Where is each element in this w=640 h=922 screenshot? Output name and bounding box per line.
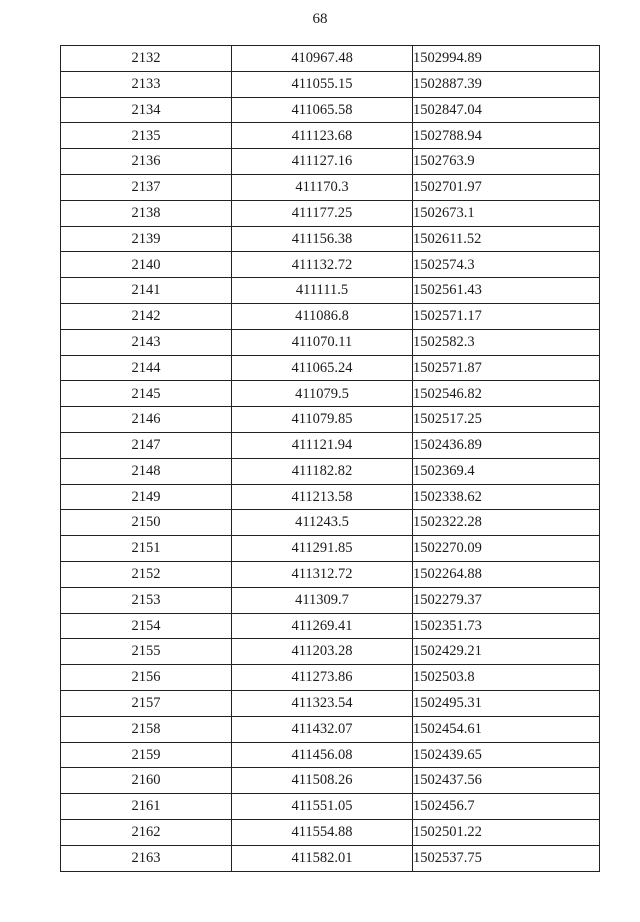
table-row <box>61 200 600 226</box>
point-id-cell: 2163 <box>61 845 232 871</box>
y-coordinate-cell: 1502369.4 <box>413 458 600 484</box>
x-coordinate-cell: 410967.48 <box>232 46 413 72</box>
point-id-cell: 2137 <box>61 174 232 200</box>
point-id-cell: 2148 <box>61 458 232 484</box>
table-row <box>61 278 600 304</box>
point-id-cell: 2151 <box>61 536 232 562</box>
x-coordinate-cell: 411554.88 <box>232 819 413 845</box>
x-coordinate-cell: 411243.5 <box>232 510 413 536</box>
table-row <box>61 665 600 691</box>
y-coordinate-cell: 1502561.43 <box>413 278 600 304</box>
x-coordinate-cell: 411182.82 <box>232 458 413 484</box>
x-coordinate-cell: 411203.28 <box>232 639 413 665</box>
point-id-cell: 2147 <box>61 432 232 458</box>
y-coordinate-cell: 1502264.88 <box>413 561 600 587</box>
point-id-cell: 2143 <box>61 329 232 355</box>
x-coordinate-cell: 411127.16 <box>232 149 413 175</box>
y-coordinate-cell: 1502701.97 <box>413 174 600 200</box>
x-coordinate-cell: 411079.85 <box>232 407 413 433</box>
table-row <box>61 639 600 665</box>
table-row <box>61 561 600 587</box>
y-coordinate-cell: 1502574.3 <box>413 252 600 278</box>
y-coordinate-cell: 1502763.9 <box>413 149 600 175</box>
x-coordinate-cell: 411508.26 <box>232 768 413 794</box>
point-id-cell: 2156 <box>61 665 232 691</box>
point-id-cell: 2153 <box>61 587 232 613</box>
y-coordinate-cell: 1502429.21 <box>413 639 600 665</box>
table-row <box>61 381 600 407</box>
x-coordinate-cell: 411551.05 <box>232 794 413 820</box>
point-id-cell: 2144 <box>61 355 232 381</box>
x-coordinate-cell: 411323.54 <box>232 690 413 716</box>
x-coordinate-cell: 411312.72 <box>232 561 413 587</box>
table-row <box>61 794 600 820</box>
table-row <box>61 819 600 845</box>
point-id-cell: 2159 <box>61 742 232 768</box>
table-row <box>61 536 600 562</box>
point-id-cell: 2162 <box>61 819 232 845</box>
coordinates-table <box>60 45 600 872</box>
y-coordinate-cell: 1502454.61 <box>413 716 600 742</box>
x-coordinate-cell: 411123.68 <box>232 123 413 149</box>
x-coordinate-cell: 411582.01 <box>232 845 413 871</box>
table-row <box>61 407 600 433</box>
x-coordinate-cell: 411456.08 <box>232 742 413 768</box>
point-id-cell: 2141 <box>61 278 232 304</box>
y-coordinate-cell: 1502437.56 <box>413 768 600 794</box>
y-coordinate-cell: 1502351.73 <box>413 613 600 639</box>
x-coordinate-cell: 411269.41 <box>232 613 413 639</box>
y-coordinate-cell: 1502546.82 <box>413 381 600 407</box>
x-coordinate-cell: 411055.15 <box>232 71 413 97</box>
table-row <box>61 97 600 123</box>
x-coordinate-cell: 411309.7 <box>232 587 413 613</box>
point-id-cell: 2149 <box>61 484 232 510</box>
table-row <box>61 613 600 639</box>
page-number: 68 <box>312 11 328 27</box>
y-coordinate-cell: 1502439.65 <box>413 742 600 768</box>
point-id-cell: 2160 <box>61 768 232 794</box>
table-row <box>61 252 600 278</box>
point-id-cell: 2139 <box>61 226 232 252</box>
x-coordinate-cell: 411132.72 <box>232 252 413 278</box>
table-row <box>61 149 600 175</box>
table-row <box>61 458 600 484</box>
x-coordinate-cell: 411065.58 <box>232 97 413 123</box>
y-coordinate-cell: 1502270.09 <box>413 536 600 562</box>
y-coordinate-cell: 1502887.39 <box>413 71 600 97</box>
point-id-cell: 2136 <box>61 149 232 175</box>
point-id-cell: 2140 <box>61 252 232 278</box>
x-coordinate-cell: 411291.85 <box>232 536 413 562</box>
y-coordinate-cell: 1502338.62 <box>413 484 600 510</box>
table-row <box>61 174 600 200</box>
point-id-cell: 2146 <box>61 407 232 433</box>
x-coordinate-cell: 411213.58 <box>232 484 413 510</box>
point-id-cell: 2134 <box>61 97 232 123</box>
point-id-cell: 2155 <box>61 639 232 665</box>
table-row <box>61 123 600 149</box>
table-row <box>61 768 600 794</box>
point-id-cell: 2135 <box>61 123 232 149</box>
point-id-cell: 2161 <box>61 794 232 820</box>
x-coordinate-cell: 411070.11 <box>232 329 413 355</box>
x-coordinate-cell: 411121.94 <box>232 432 413 458</box>
table-row <box>61 226 600 252</box>
table-row <box>61 303 600 329</box>
y-coordinate-cell: 1502571.17 <box>413 303 600 329</box>
point-id-cell: 2150 <box>61 510 232 536</box>
y-coordinate-cell: 1502322.28 <box>413 510 600 536</box>
point-id-cell: 2145 <box>61 381 232 407</box>
point-id-cell: 2133 <box>61 71 232 97</box>
x-coordinate-cell: 411170.3 <box>232 174 413 200</box>
x-coordinate-cell: 411086.8 <box>232 303 413 329</box>
point-id-cell: 2154 <box>61 613 232 639</box>
x-coordinate-cell: 411065.24 <box>232 355 413 381</box>
table-row <box>61 71 600 97</box>
point-id-cell: 2152 <box>61 561 232 587</box>
table-row <box>61 46 600 72</box>
point-id-cell: 2142 <box>61 303 232 329</box>
y-coordinate-cell: 1502456.7 <box>413 794 600 820</box>
y-coordinate-cell: 1502673.1 <box>413 200 600 226</box>
x-coordinate-cell: 411156.38 <box>232 226 413 252</box>
y-coordinate-cell: 1502611.52 <box>413 226 600 252</box>
y-coordinate-cell: 1502788.94 <box>413 123 600 149</box>
y-coordinate-cell: 1502501.22 <box>413 819 600 845</box>
y-coordinate-cell: 1502279.37 <box>413 587 600 613</box>
point-id-cell: 2158 <box>61 716 232 742</box>
y-coordinate-cell: 1502582.3 <box>413 329 600 355</box>
table-row <box>61 742 600 768</box>
x-coordinate-cell: 411273.86 <box>232 665 413 691</box>
point-id-cell: 2132 <box>61 46 232 72</box>
y-coordinate-cell: 1502994.89 <box>413 46 600 72</box>
y-coordinate-cell: 1502495.31 <box>413 690 600 716</box>
coordinates-table-body <box>61 46 600 872</box>
x-coordinate-cell: 411177.25 <box>232 200 413 226</box>
y-coordinate-cell: 1502436.89 <box>413 432 600 458</box>
point-id-cell: 2138 <box>61 200 232 226</box>
y-coordinate-cell: 1502503.8 <box>413 665 600 691</box>
point-id-cell: 2157 <box>61 690 232 716</box>
table-row <box>61 587 600 613</box>
y-coordinate-cell: 1502517.25 <box>413 407 600 433</box>
table-row <box>61 690 600 716</box>
table-row <box>61 716 600 742</box>
table-row <box>61 484 600 510</box>
x-coordinate-cell: 411432.07 <box>232 716 413 742</box>
table-row <box>61 510 600 536</box>
y-coordinate-cell: 1502847.04 <box>413 97 600 123</box>
y-coordinate-cell: 1502571.87 <box>413 355 600 381</box>
table-row <box>61 329 600 355</box>
table-row <box>61 355 600 381</box>
x-coordinate-cell: 411079.5 <box>232 381 413 407</box>
x-coordinate-cell: 411111.5 <box>232 278 413 304</box>
table-row <box>61 432 600 458</box>
table-row <box>61 845 600 871</box>
y-coordinate-cell: 1502537.75 <box>413 845 600 871</box>
